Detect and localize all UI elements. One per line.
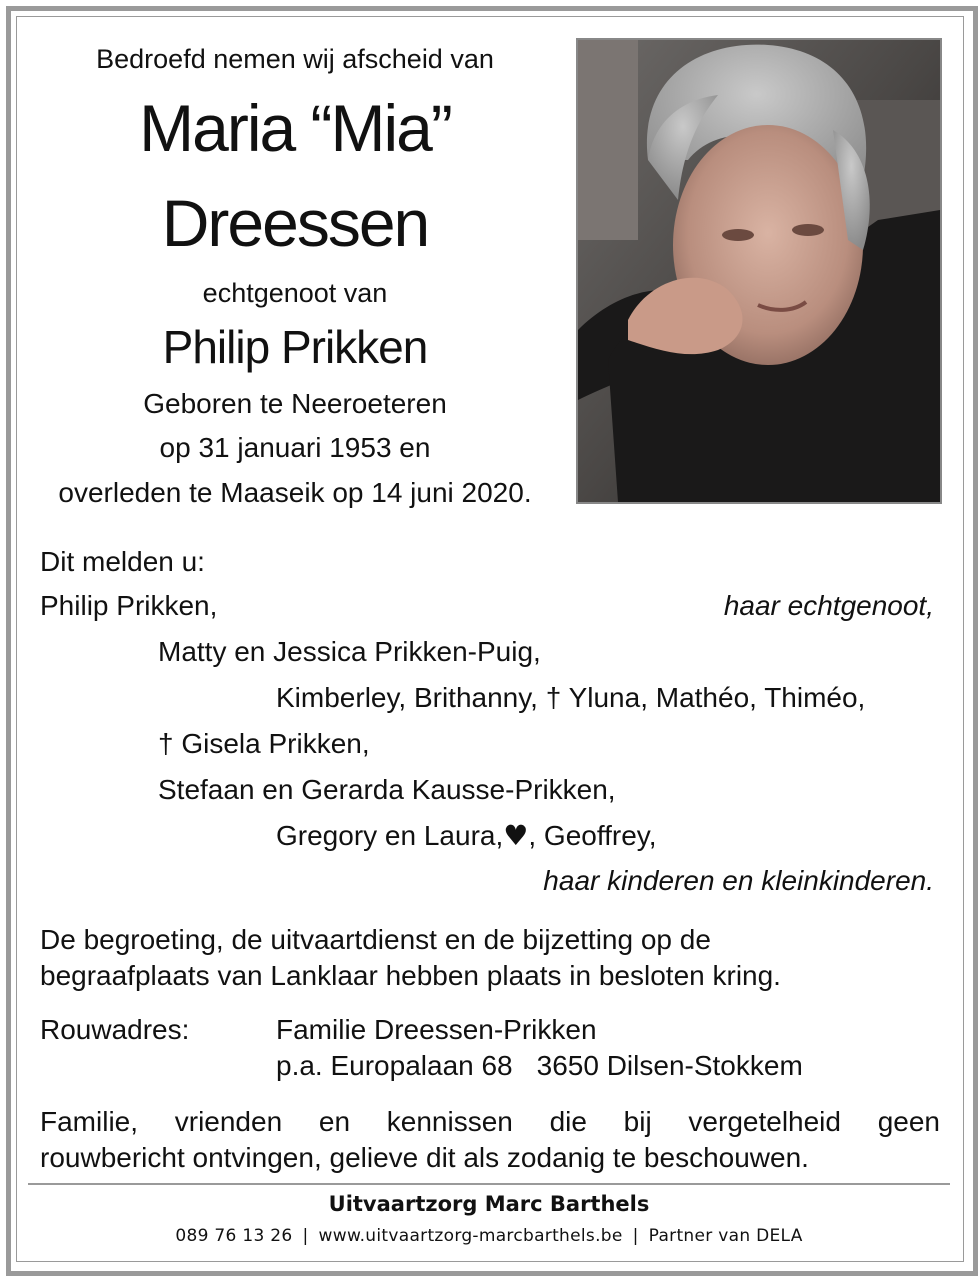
ceremony-line-2: begraafplaats van Lanklaar hebben plaats in besloten kring. [40, 960, 781, 991]
family-child-3: Stefaan en Gerarda Kausse-Prikken, [158, 774, 616, 805]
closing-line-1: Familie, vrienden en kennissen die bij vergetelheid geen [40, 1106, 940, 1137]
spouse-role: haar echtgenoot, [723, 590, 934, 621]
closing-notice-1 [40, 1104, 940, 1140]
funeral-home-contact [28, 1226, 950, 1246]
closing-notice-2 [40, 1140, 940, 1176]
heart-icon: ♥ [503, 819, 529, 852]
deceased-name-line2: Dreessen [161, 186, 429, 260]
birth-place: Geboren te Neeroeteren [143, 388, 447, 419]
deceased-name-line1: Maria “Mia” [139, 91, 451, 165]
spouse-name: Philip Prikken [162, 321, 428, 373]
grandchildren-3-names: Gregory en Laura, [276, 820, 504, 851]
family-grandchildren-3 [276, 819, 657, 852]
address-label: Rouwadres: [40, 1014, 190, 1045]
address-family: Familie Dreessen-Prikken [276, 1014, 597, 1045]
family-spouse: Philip Prikken, [40, 590, 218, 621]
ceremony-line-1: De begroeting, de uitvaartdienst en de bijzetting op de [40, 924, 711, 955]
address-city: 3650 Dilsen-Stokkem [536, 1050, 803, 1081]
intro-text: Bedroefd nemen wij afscheid van [96, 44, 494, 74]
ceremony-notice [40, 922, 940, 994]
closing-line-2: rouwbericht ontvingen, gelieve dit als zodanig te beschouwen. [40, 1142, 809, 1173]
address-street-line [276, 1052, 803, 1080]
funeral-home-name: Uitvaartzorg Marc Barthels [328, 1192, 650, 1216]
funeral-home-phone: 089 76 13 26 [175, 1226, 293, 1246]
family-child-1: Matty en Jessica Prikken-Puig, [158, 636, 541, 667]
spouse-intro: echtgenoot van [202, 278, 388, 308]
funeral-home-website[interactable]: www.uitvaartzorg-marcbarthels.be [318, 1226, 623, 1246]
separator: | [632, 1226, 639, 1246]
children-role: haar kinderen en kleinkinderen. [543, 865, 934, 896]
family-grandchildren-1: Kimberley, Brithanny, † Yluna, Mathéo, Thiméo, [276, 682, 866, 713]
family-intro: Dit melden u: [40, 546, 205, 577]
birth-date: op 31 januari 1953 en [159, 432, 431, 463]
portrait-photo [576, 38, 942, 504]
family-child-2: † Gisela Prikken, [158, 728, 370, 759]
funeral-home-partner: Partner van DELA [648, 1226, 803, 1246]
address-street: p.a. Europalaan 68 [276, 1050, 513, 1081]
separator: | [302, 1226, 309, 1246]
grandchildren-3-rest: , Geoffrey, [528, 820, 657, 851]
footer-divider [28, 1183, 950, 1185]
death-info: overleden te Maaseik op 14 juni 2020. [58, 477, 532, 508]
